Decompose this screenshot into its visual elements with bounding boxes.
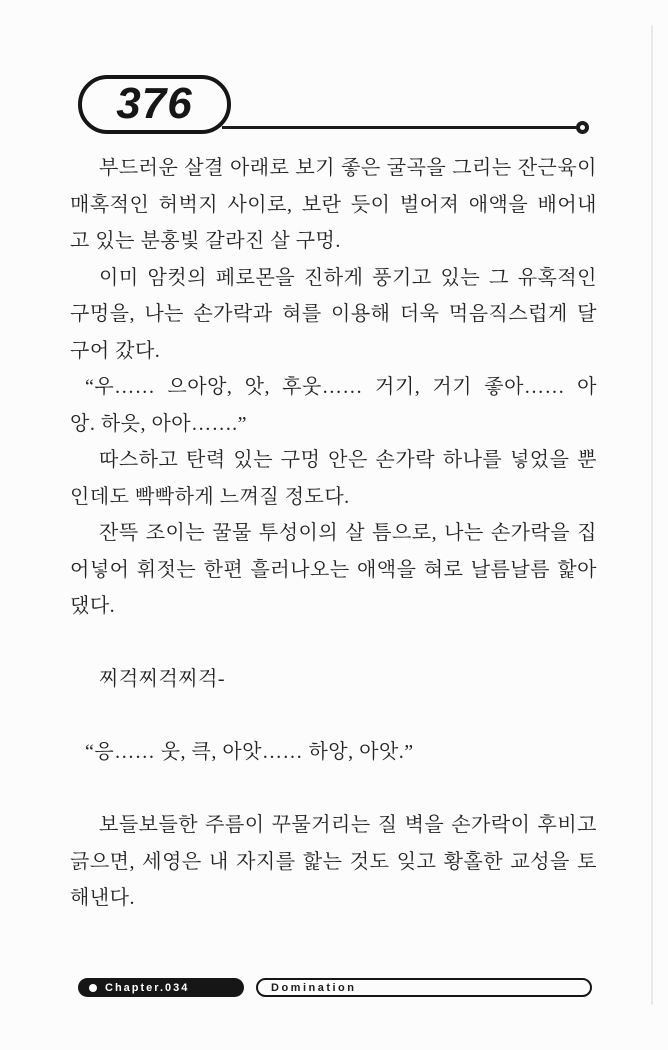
text-line: “우…… 으아앙, 앗, 후웃…… 거기, 거기 좋아…… 아 xyxy=(85,376,597,398)
text-line: 보들보들한 주름이 꾸물거리는 질 벽을 손가락이 후비고 xyxy=(99,814,597,836)
header-rule-end-ring-icon xyxy=(576,121,589,134)
text-line: 구멍을, 나는 손가락과 혀를 이용해 더욱 먹음직스럽게 달 xyxy=(70,303,597,325)
series-label: Domination xyxy=(271,981,357,994)
bullet-dot-icon xyxy=(89,984,97,992)
text-line: 어넣어 휘젓는 한편 흘러나오는 애액을 혀로 날름날름 핥아 xyxy=(70,558,597,581)
text-line: 앙. 하읏, 아아…….” xyxy=(70,412,247,435)
header-rule xyxy=(222,126,578,129)
text-line: 댔다. xyxy=(70,595,116,617)
text-line: 긁으면, 세영은 내 자지를 핥는 것도 잊고 황홀한 교성을 토 xyxy=(70,850,597,873)
page-number-badge xyxy=(78,75,231,134)
text-line: 매혹적인 허벅지 사이로, 보란 듯이 벌어져 애액을 배어내 xyxy=(70,193,597,216)
text-line: 이미 암컷의 페로몬을 진하게 풍기고 있는 그 유혹적인 xyxy=(99,266,597,289)
chapter-badge xyxy=(78,978,244,997)
text-line: 따스하고 탄력 있는 구멍 안은 손가락 하나를 넣었을 뿐 xyxy=(99,449,597,471)
blank-line xyxy=(70,625,597,662)
blank-line xyxy=(70,771,597,808)
chapter-label: Chapter.034 xyxy=(105,981,190,994)
text-line: 고 있는 분홍빛 갈라진 살 구멍. xyxy=(70,230,341,252)
text-line: 부드러운 살결 아래로 보기 좋은 굴곡을 그리는 잔근육이 xyxy=(99,157,597,179)
page-number: 376 xyxy=(116,78,193,128)
text-line: 구어 갔다. xyxy=(70,339,161,362)
text-line: 찌걱찌걱찌걱- xyxy=(99,668,226,690)
series-badge xyxy=(256,978,592,997)
body-text xyxy=(70,150,597,917)
text-line: 인데도 빡빡하게 느껴질 정도다. xyxy=(70,485,350,508)
page-edge-shadow xyxy=(651,25,653,1005)
text-line: “응…… 웃, 큭, 아앗…… 하앙, 아앗.” xyxy=(85,741,414,763)
blank-line xyxy=(70,698,597,735)
text-line: 해낸다. xyxy=(70,887,135,909)
text-line: 잔뜩 조이는 꿀물 투성이의 살 틈으로, 나는 손가락을 집 xyxy=(99,522,597,544)
